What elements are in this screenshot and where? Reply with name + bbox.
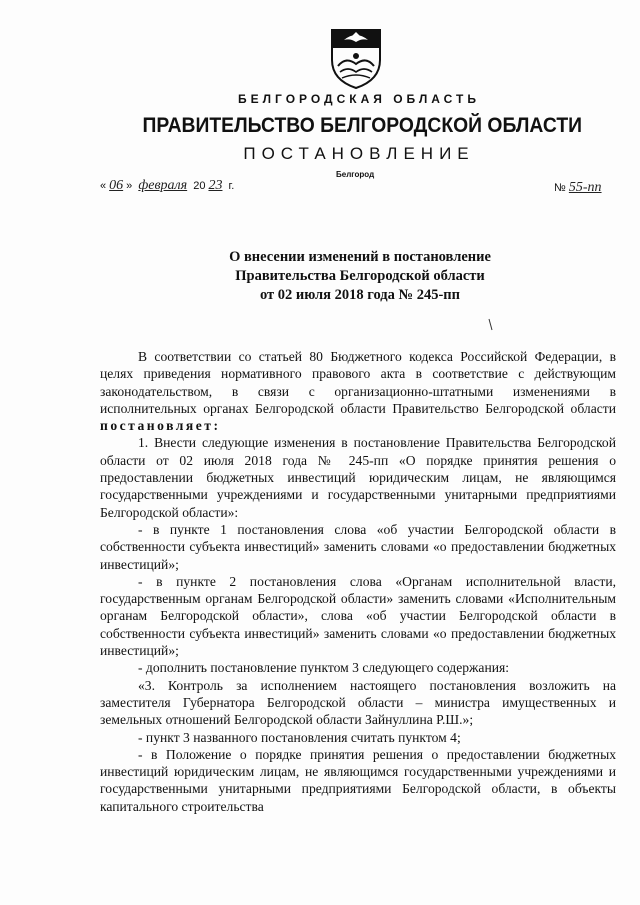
paragraph-change-3: - дополнить постановление пунктом 3 следующего содержания: — [138, 660, 510, 676]
paragraph-change-4: - пункт 3 названного постановления считать пунктом 4; — [138, 729, 461, 745]
date-year-suffix: 23 — [208, 178, 223, 193]
date-year-unit: г. — [228, 180, 235, 192]
belgorod-coat-of-arms-icon — [328, 26, 384, 90]
paragraph-change-5: - в Положение о порядке принятия решения о предоставлении бюджетных инвестиций юридическим лицам, не являющимся государственными учреждениями и государственными унитарными предприятиями Белгородской области, в объекты капитального строительства — [100, 746, 616, 814]
issue-city: Белгород — [336, 170, 375, 179]
government-name: ПРАВИТЕЛЬСТВО БЕЛГОРОДСКОЙ ОБЛАСТИ — [142, 114, 583, 137]
document-body — [100, 348, 616, 815]
number-value: 55-пп — [568, 180, 602, 195]
date-day: 06 — [109, 178, 124, 193]
date-close-quote: » — [126, 180, 133, 192]
paragraph-item-1: 1. Внести следующие изменения в постановление Правительства Белгородской области от 02 июля 2018 года № 245-пп «О порядке принятия решения о предоставлении бюджетных инвестиций юридическим лицам, не являющимся государственными учреждениями и государственными унитарными предприятиями Белгородской области»: — [100, 435, 616, 520]
region-name: БЕЛГОРОДСКАЯ ОБЛАСТЬ — [238, 92, 480, 106]
document-type: ПОСТАНОВЛЕНИЕ — [243, 144, 475, 163]
decree-word: постановляет: — [100, 418, 221, 434]
paragraph-change-1: - в пункте 1 постановления слова «об участии Белгородской области в собственности субъекта инвестиций» заменить словами «о предоставлении бюджетных инвестиций»; — [100, 521, 616, 572]
number-label: № — [554, 182, 566, 194]
scan-mark — [488, 318, 494, 332]
title-line-1: О внесении изменений в постановление — [229, 249, 491, 265]
preamble-text: В соответствии со статьей 80 Бюджетного кодекса Российской Федерации, в целях приведения нормативного правового акта в соответствие с действующим законодательством, в связи с организационно-штатными изменениями в исполнительных органах Белгородской области Правительство Белгородской области — [100, 349, 616, 416]
document-title — [100, 248, 620, 305]
title-line-3: от 02 июля 2018 года № 245-пп — [260, 287, 460, 303]
title-line-2: Правительства Белгородской области — [235, 268, 485, 284]
paragraph-change-2: - в пункте 2 постановления слова «Органам исполнительной власти, государственным органам Белгородской области» заменить словами «Исполнительным органам Белгородской области», слова «об участии Белгородской области в собственности субъекта инвестиций» заменить словами «о предоставлении бюджетных инвестиций»; — [100, 573, 616, 659]
date-month: февраля — [138, 178, 188, 193]
date-year-prefix: 20 — [193, 180, 206, 192]
paragraph-preamble — [100, 348, 616, 434]
paragraph-quote-item-3: «3. Контроль за исполнением настоящего постановления возложить на заместителя Губернатора Белгородской области – министра имущественных и земельных отношений Белгородской области Зайнуллина Р.Ш.»; — [100, 677, 616, 728]
document-number — [554, 180, 602, 196]
date-open-quote: « — [100, 180, 107, 192]
issue-date — [100, 178, 234, 194]
